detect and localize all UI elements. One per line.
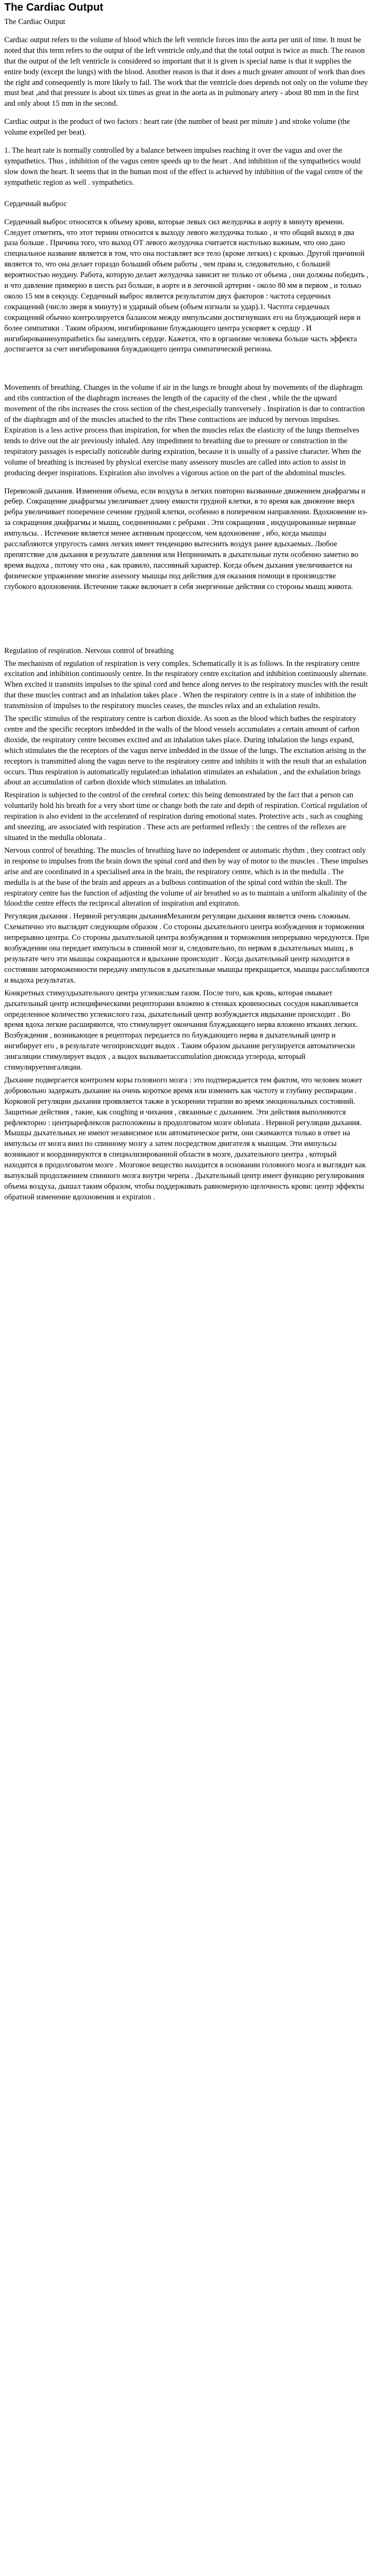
paragraph: Сердечный выброс относится к объему крови, которые левых сил желудочка в аорту в минуту времени. Следует отметить, что этот термин относится к выходу левого желудочка только , и что общий выход в два раза больше . Причина того, что выход ОТ левого желудочка считается настолько важным, что оно дано специальное название является в том, что она поставляет все тело (кроме легких) с кровью. Другой причиной является то, что она делает гораздо больший объем работы , чем права и, следовательно, с большей вероятностью неудачу. Работа, которую делает желудочка зависит не только от объема , они должны победить , и что давление примерно в шесть раз больше, в аорте и в легочной артерии - около 80 мм в первом , и только около 15 мм в секунду. Сердечный выброс является результатом двух факторов : частота сердечных сокращений (число зверя в минуту) и ударный объем (объем изгнали за удар).1. Частота сердечных сокращений обычно контролируется балансом между импульсами достигнувших его на блуждающей нерв и более симпатики . Таким образом, ингибирование блуждающего центра ускоряет к сердцу . И ингибированиеsympathetics бы замедлить сердце. Кажется, что в организме человека больше часть эффекта достигается за счет ингибирования блуждающего центра симпатической региона. [4,217,369,354]
paragraph: Перевозкой дыхания. Изменения объема, если воздуха в легких повторно вызванные движением диафрагмы и ребер. Сокращение диафрагмы увеличивает длину емкости грудной клетки, в то время как движение вверх ребра увеличивает поперечное сечение грудной клетки, особенно в поперечном направлении. Вдохновение из-за сокращения диафрагмы и мышц, соединенными с ребрами . Эти сокращения , индуцированные нервные импульсы. . Истечение является менее активным процессом, чем вдохновение , ибо, когда мышцы расслабляются упругость самих легких имеет тенденцию вытеснить воздух ранее вдыхаемых. Любое препятствие для дыхания в результате давления или Непринимать в дыхательные пути особенно заметно во время выдоха , потому что она , как правило, пассивный характер. Когда объем дыхания увеличивается на физическое упражнение многие assessory мышцы под действия для оказания помощи в производстве глубокого вдохновения. Истечение также включает в себя энергичные действия со стороны мышц живота. [4,486,368,591]
paragraph: Movements of breathing. Changes in the volume if air in the lungs re brought about by movements of the diaphragm and ribs contraction of the diaphragm increases the length of the capacity of the chest , while the the upward movement of the ribs increases the cross section of the chest,especially transversely . Inspiration is due to contraction of the diaphragm and of the muscles attached to the ribs These contractions are induced by nervous impulses. Expiration is a less active process than inspiration, for when the muscles relax the elasticity of the lungs themselves tends to drive out the air previously inhaled. Any impediment to breathing due to pressure or constraction in the respiratory passages is especially noticeable during expiration, because it is usually of a passive character. When the volume of breathing is increased by physical exercise many assessory muscles are called into action to assist in producing deeper inspirations. Expiration also involves a vigorous action on the part of the abdominal muscles. [4,383,365,477]
paragraph: Cardiac output is the product of two factors : heart rate (the number of beast per minute ) and stroke volume (the volume expelled per beat). [4,117,350,137]
paragraph: The Cardiac Output [4,18,66,26]
paragraph: 1. The heart rate is normally controlled by a balance between impulses reaching it over the vagus and over the sympathetics. Thus , inhibition of the vagus centre speeds up to the heart . And inhibition of the sympathetics would slow down the heart. It seems that in the human most of the effect is achieved by inhibition of the vagal centre of the sympathetic region as well . sympathetics. [4,146,363,187]
spacer [4,189,370,199]
paragraph: Respiration is subjected to the control of the cerebral cortex: this being demonstrated by the fact that a person can voluntarily hold his breath for a very short time or change both the rate and depth of respiration. Cortical regulation of respiration is also evident in the accelerated of respiration during emotional states. Protective acts , such as coughing and sneezing, are associated with respiration . These acts are performed reflexly : the centres of the reflexes are situated in the medulla oblonata . [4,791,368,842]
spacer [4,138,370,146]
spacer [4,109,370,117]
paragraph: The specific stimulus of the respiratory centre is carbon dioxide. As soon as the blood which bathes the respiratory centre and the specific receptors imbedded in the walls of the blood vessels accumulates a certain amount of carbon dioxide, the respiratory centre becomes excited and an inhalation takes place. During inhalation the lungs expand, which stimulates the the receptors of the vagus nerve imbedded in the tissue of the lungs. The excitation arising in the receptors is transmitted along the vagus nerve to the respiratory centre and inhibits it with the result that an exhalation occurs. Thus respiration is automatically regulated:an inhalation stimulates an exhalation , and the exhalation brings about an accumulation of carbon dioxide which stimulates an inhalation. [4,714,367,787]
paragraph: Nervous control of breathing. The muscles of breathing have no independent or automatic rhythm , they contract only in response to impulses from the brain down the spinal cord and then by way of motor to the muscles . These impulses arise and are coordinated in a specialised area in the brain, the respiratory centre, which is in the medulla . The medulla is at the base of the brain and appears as a bulbous continuation of the spinal cord within the skull. The respiratory centre has the function of adjusting the volume of air breathed so as to maintain a uniform alkalinity of the blood:the centre effects the reciprocal alteration of inspiration and expiraton. [4,846,368,908]
paragraph: Регуляция дыхания . Нервной регуляции дыханияМеханизм регуляции дыхания является очень сложным. Схематично это выглядит следующим образом . Со стороны дыхательного центра возбуждения и торможения непрерывно центра. Со стороны дыхательной центра возбуждения и торможения непрерывно чередуются. При возбуждении она передает импульсы в спинной мозг и, следовательно, по нервам в дыхательных мышц , в результате чего эти мышцы сокращаются и вдыхание происходит . Когда дыхательный центр находится в состоянии заторможенности передачу импульсов в дыхательные мышцы прекращается, мышцы расслабляются и выдоха результатах. [4,912,370,985]
spacer [4,210,370,217]
spacer [4,479,370,486]
document-page [0,0,374,1203]
spacer [4,593,370,646]
paragraph: Дыхание подвергается контролем коры головного мозга : это подтверждается тем фактом, что человек может добровольно задержать дыхание на очень короткое время или изменить как частоту и глубину респирации . Корковой регуляции дыхания проявляется также в ускорении терапии во время эмоциональных состояний. Защитные действия , такие, как coughing и чихания , связанные с дыханием. Эти действия выполняются рефлекторно : центрырефлексов расположены в продолговатом мозге oblonata . Нервной регуляции дыхания. Мышцы дыхательных не имеют независимое или автоматическое ритм, они сжимаются только в ответ на импульсы от мозга вниз по спинному мозгу а затем посредством двигателя к мышцам. Эти импульсы возникают и координируются в специализированной области в мозге, дыхательного центра , который находится в продолговатом мозге . Мозговое вещество находится в основании головного мозга и выглядит как выпуклый продолжением спинного мозга внутри черепа . Дыхательный центр имеет функцию регулирования объема воздуха, дышал таким образом, чтобы поддерживать равномерную щелочность крови: центр эффекты обратной изменение вдохновения и expiraton . [4,1075,366,1201]
page-title: The Cardiac Output [4,2,104,13]
section-movements-of-breathing [4,383,370,592]
spacer [4,355,370,383]
spacer [4,28,370,35]
paragraph: The mechanism of regulation of respiration is very complex. Schematically it is as follows. In the respiratory centre excitation and inhibition continuously centre. In the respiratory centre excitation and inhibition continuously alternate. When excited it transmits impulses to the spinal cord and hence along nerves to the respiratory muscles with the result that these muscles contract and an inhalation takes place . When the respiratory centre is in a state of inhibition the transmission of impulses to the respiratory muscles ceases, the muscles relax and an exhalation results. [4,659,368,711]
paragraph-heading: Сердечный выброс [4,199,67,208]
paragraph-heading: Regulation of respiration. Nervous control of breathing [4,646,174,655]
paragraph: Cardiac output refers to the volume of blood which the left ventricle forces into the aorta per unit of time. It must be noted that this term refers to the output of the left ventricle only,and that the total output is twice as much. The reason that the output of the left ventricle is considered so important that it is given is special name is that it supplies the entire body (except the lungs) with the blood. Another reason is that it does a much greater amount of work than does the right and consequently is more likely to fail. The work that the ventricle does depends not only on the volume they must beat ,and that pressure is about six times as great in the aorta as in pulmonary artery - about 80 mm in the first and only about 15 mm in the second. [4,35,368,108]
section-regulation-of-respiration [4,646,370,1203]
paragraph: Конкретных стимулдыхательного центра углекислым газом. После того, как кровь, которая омывает дыхательный центр испецифическими рецепторами вложено в стенках кровеносных сосудов накапливается определенное количество углекислого газа, дыхательный центр возбуждается ивдыхание происходит . Во время вдоха легкие расширяются, что стимулирует окончания блуждающего нерва вложено втканях легких. Возбуждения , возникающее в рецепторах передается по блуждающего нерва в дыхательный центр и ингибирует его , в результате чегопроисходит выдох . Таким образом дыхание регулируется автоматически :ингаляции стимулирует выдох , а выдох вызываетaccumulation диоксида углерода, который стимулируетингаляции. [4,988,359,1072]
section-cardiac-output [4,17,370,355]
